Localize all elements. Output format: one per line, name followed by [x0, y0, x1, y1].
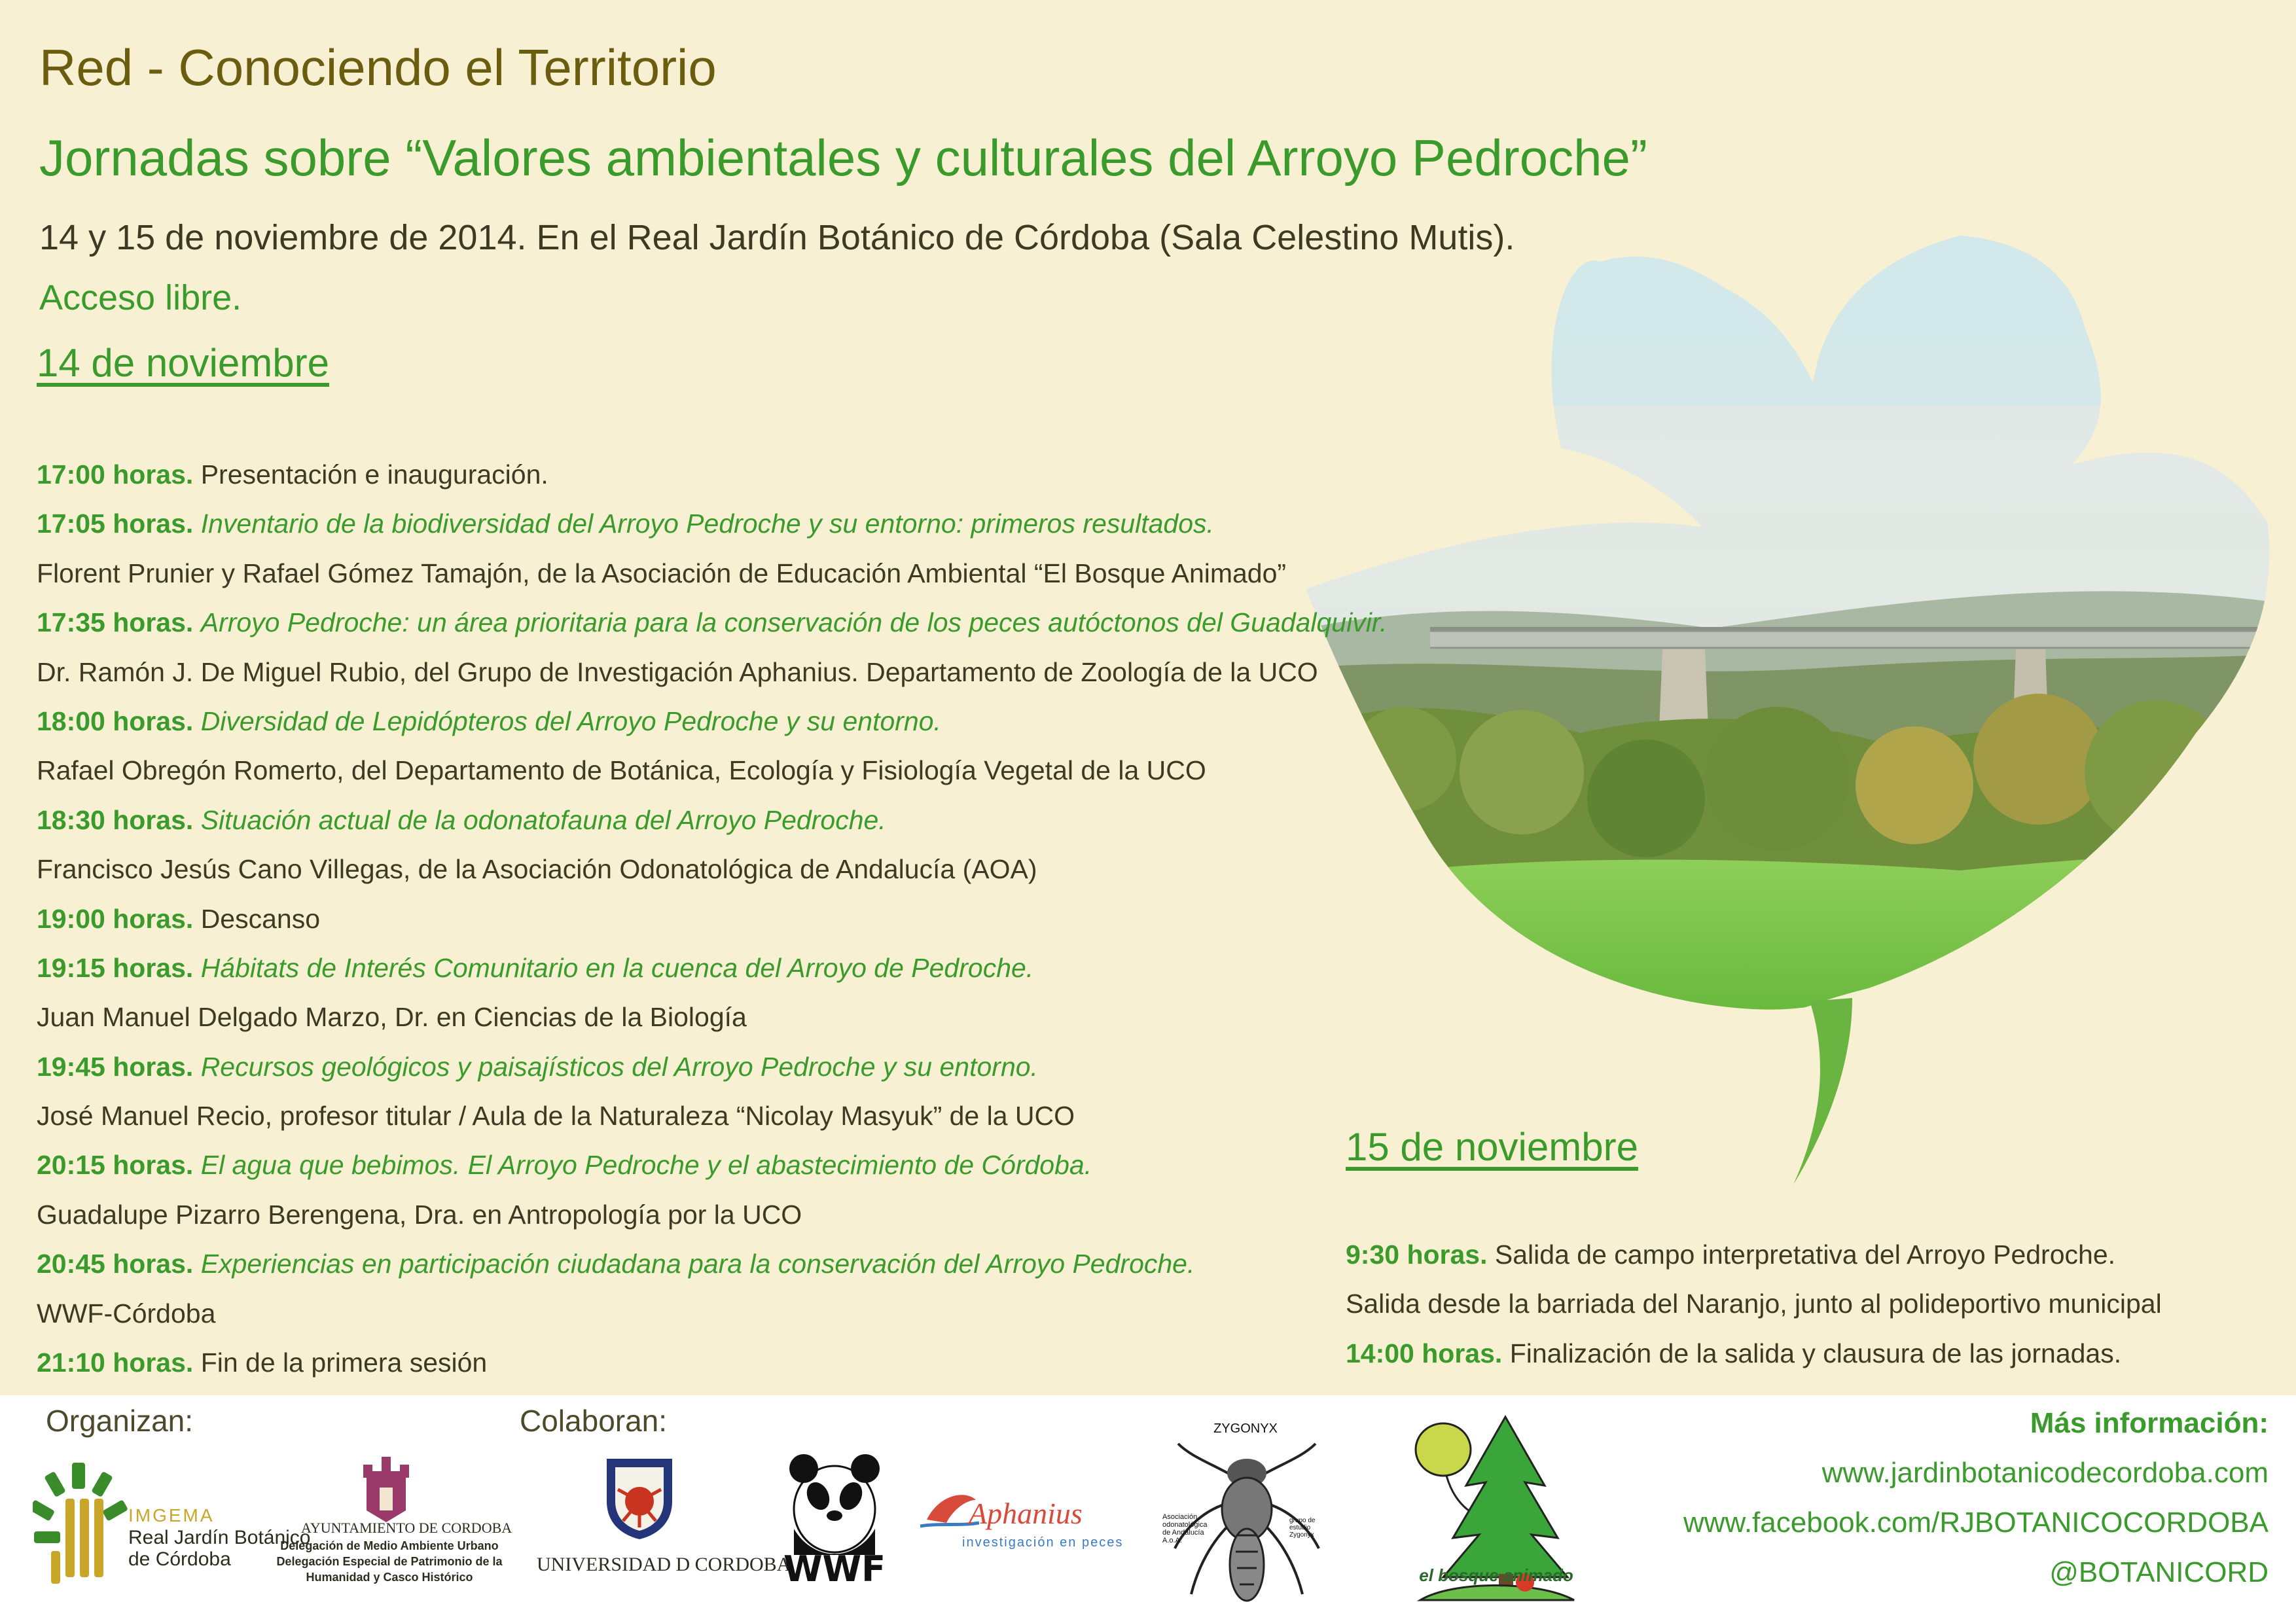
session-title: Salida de campo interpretativa del Arroyo Pedroche. [1494, 1240, 2116, 1270]
session-time: 19:00 horas. [37, 903, 194, 934]
session-time: 17:05 horas. [37, 508, 194, 539]
poster-subtitle: Jornadas sobre “Valores ambientales y culturales del Arroyo Pedroche” [39, 129, 1647, 187]
session-speaker: WWF-Córdoba [37, 1298, 216, 1329]
session-title: Arroyo Pedroche: un área prioritaria para la conservación de los peces autóctonos del Guadalquivir. [200, 607, 1388, 638]
day2-item [1346, 1230, 2162, 1279]
day1-item [37, 993, 1387, 1042]
imgema-brand: IMGEMA [128, 1505, 215, 1525]
ayuntamiento-line3: Humanidad y Casco Histórico [306, 1571, 473, 1584]
day1-item [37, 895, 1387, 944]
wwf-panda-icon [785, 1450, 884, 1555]
day1-item [37, 1338, 1387, 1387]
day1-item [37, 450, 1387, 499]
session-speaker: Guadalupe Pizarro Berengena, Dra. en Antropología por la UCO [37, 1199, 802, 1230]
organizers-label: Organizan: [46, 1404, 194, 1438]
day1-item [37, 549, 1387, 598]
day1-item [37, 1289, 1387, 1338]
day1-heading: 14 de noviembre [37, 341, 329, 385]
ayuntamiento-crest [360, 1452, 412, 1524]
session-time: 21:10 horas. [37, 1347, 194, 1378]
website-link[interactable]: www.jardinbotanicodecordoba.com [1821, 1457, 2269, 1489]
collaborators-label: Colaboran: [520, 1404, 668, 1438]
imgema-line2: de Córdoba [128, 1548, 231, 1570]
day1-item [37, 944, 1387, 993]
session-speaker: Florent Prunier y Rafael Gómez Tamajón, de la Asociación de Educación Ambiental “El Bosque Animado” [37, 558, 1287, 588]
aphanius-name: Aphanius [969, 1497, 1083, 1530]
aphanius-tagline: investigación en peces [962, 1535, 1124, 1550]
session-time: 17:35 horas. [37, 607, 194, 638]
imgema-line1: Real Jardín Botánico [128, 1527, 311, 1548]
wwf-name: WWF [783, 1548, 886, 1590]
ayuntamiento-line2: Delegación Especial de Patrimonio de la [276, 1555, 503, 1568]
session-title: Presentación e inauguración. [200, 459, 548, 490]
session-title: El agua que bebimos. El Arroyo Pedroche y el abastecimiento de Córdoba. [200, 1150, 1092, 1181]
ayuntamiento-name: AYUNTAMIENTO DE CORDOBA [301, 1520, 512, 1536]
day1-item [37, 1141, 1387, 1190]
zygonyx-right-text: grupo de estudio Zygonyx [1289, 1517, 1316, 1539]
day1-item [37, 648, 1387, 697]
day1-item [37, 499, 1387, 548]
session-time: 20:45 horas. [37, 1249, 194, 1279]
imgema-logo [33, 1459, 131, 1590]
day1-item [37, 796, 1387, 845]
zygonyx-name: ZYGONYX [1213, 1421, 1278, 1436]
session-time: 9:30 horas. [1346, 1240, 1488, 1270]
day1-item [37, 845, 1387, 894]
session-speaker: Rafael Obregón Romerto, del Departamento de Botánica, Ecología y Fisiología Vegetal de la UCO [37, 755, 1206, 786]
twitter-handle[interactable]: @BOTANICORD [2049, 1556, 2269, 1588]
session-title: Situación actual de la odonatofauna del Arroyo Pedroche. [200, 804, 886, 835]
session-title: Fin de la primera sesión [200, 1347, 488, 1378]
ayuntamiento-line1: Delegación de Medio Ambiente Urbano [280, 1539, 499, 1552]
session-time: 18:00 horas. [37, 705, 194, 736]
session-time: 19:45 horas. [37, 1051, 194, 1082]
session-title: Diversidad de Lepidópteros del Arroyo Pedroche y su entorno. [200, 705, 941, 736]
day2-item [1346, 1279, 2162, 1329]
session-speaker: Dr. Ramón J. De Miguel Rubio, del Grupo de Investigación Aphanius. Departamento de Zoología de la UCO [37, 656, 1318, 687]
session-title: Hábitats de Interés Comunitario en la cuenca del Arroyo de Pedroche. [200, 952, 1034, 983]
session-time: 17:00 horas. [37, 459, 194, 490]
session-speaker: José Manuel Recio, profesor titular / Aula de la Naturaleza “Nicolay Masyuk” de la UCO [37, 1101, 1075, 1132]
day2-item [1346, 1329, 2162, 1378]
poster-title: Red - Conociendo el Territorio [39, 39, 717, 96]
facebook-link[interactable]: www.facebook.com/RJBOTANICOCORDOBA [1683, 1507, 2269, 1539]
session-title: Recursos geológicos y paisajísticos del Arroyo Pedroche y su entorno. [200, 1051, 1038, 1082]
day2-heading: 15 de noviembre [1346, 1125, 1638, 1169]
session-time: 20:15 horas. [37, 1150, 194, 1181]
zygonyx-left-text: Asociación odonatológica de Andalucía A.o.A. [1162, 1513, 1208, 1544]
session-title: Descanso [200, 903, 321, 934]
day1-item [37, 1240, 1387, 1289]
session-time: 14:00 horas. [1346, 1338, 1503, 1368]
day1-item [37, 1043, 1387, 1092]
session-title: Inventario de la biodiversidad del Arroyo Pedroche y su entorno: primeros resultados. [200, 508, 1214, 539]
uco-shield [603, 1455, 675, 1541]
session-title: Experiencias en participación ciudadana para la conservación del Arroyo Pedroche. [200, 1249, 1195, 1279]
day1-item [37, 598, 1387, 647]
session-time: 18:30 horas. [37, 804, 194, 835]
day1-item [37, 1190, 1387, 1240]
session-speaker: Francisco Jesús Cano Villegas, de la Asociación Odonatológica de Andalucía (AOA) [37, 854, 1037, 885]
date-location: 14 y 15 de noviembre de 2014. En el Real Jardín Botánico de Córdoba (Sala Celestino Mutis). [39, 218, 1515, 257]
bosque-animado-name: el bosque animado [1419, 1565, 1573, 1585]
leaf-landscape-image [1306, 236, 2274, 1198]
session-speaker: Juan Manuel Delgado Marzo, Dr. en Ciencias de la Biología [37, 1002, 747, 1033]
session-speaker: Salida desde la barriada del Naranjo, junto al polideportivo municipal [1346, 1289, 2162, 1319]
day1-item [37, 697, 1387, 746]
session-time: 19:15 horas. [37, 952, 194, 983]
day1-item [37, 746, 1387, 795]
day1-item [37, 1092, 1387, 1141]
uco-name: UNIVERSIDAD D CORDOBA [537, 1554, 791, 1575]
access-note: Acceso libre. [39, 278, 242, 317]
day1-program [37, 450, 1387, 1387]
more-info-label: Más información: [2030, 1407, 2269, 1439]
session-title: Finalización de la salida y clausura de las jornadas. [1509, 1338, 2122, 1368]
day2-program [1346, 1230, 2162, 1378]
